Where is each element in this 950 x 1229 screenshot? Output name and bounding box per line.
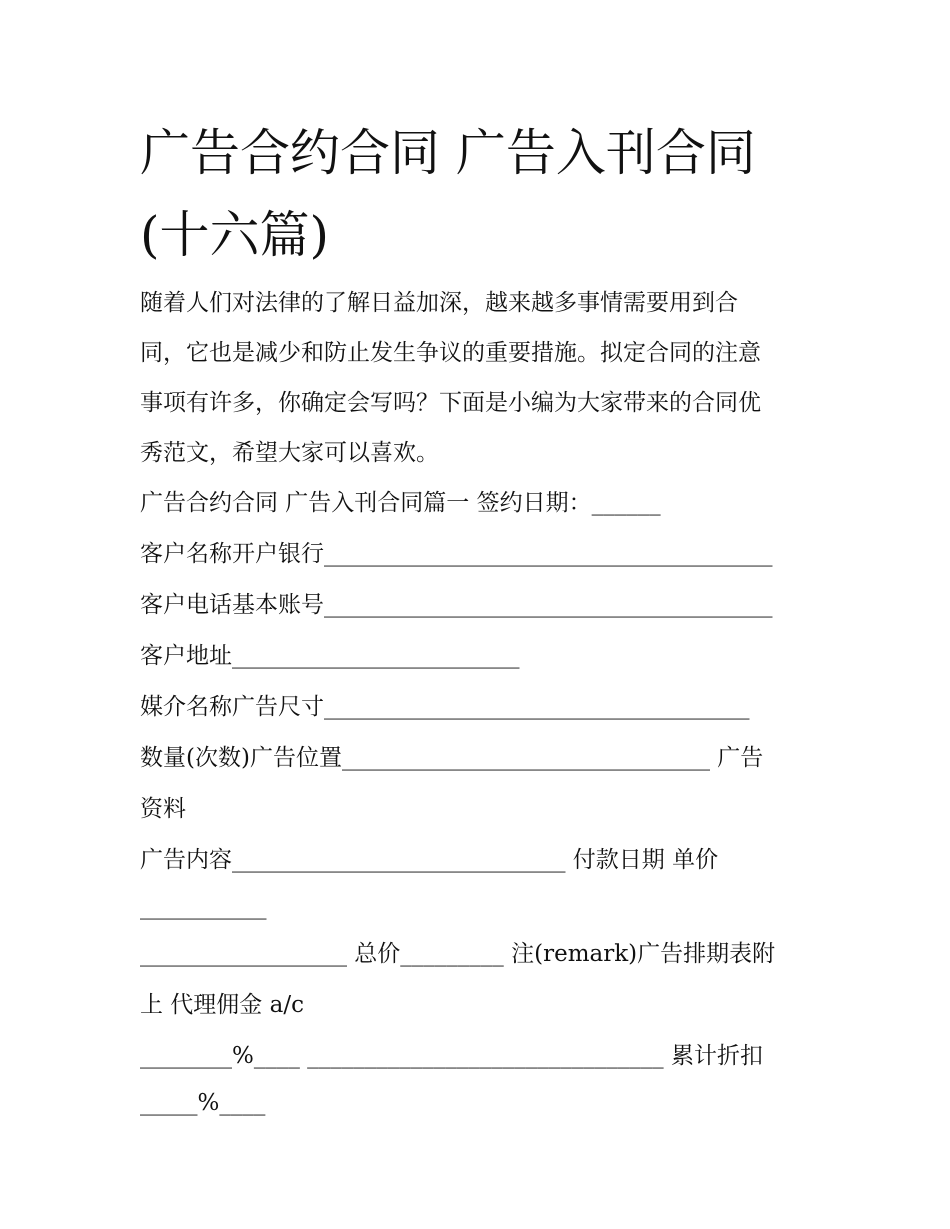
title-line-2: (十六篇) bbox=[140, 206, 330, 264]
field-client-name-bank: 客户名称开户银行_______________________________________ bbox=[140, 541, 773, 567]
contract-heading-line: 广告合约合同 广告入刊合同篇一 签约日期：______ bbox=[140, 490, 661, 516]
document-title bbox=[140, 112, 820, 276]
intro-line: 事项有许多，你确定会写吗？下面是小编为大家带来的合同优 bbox=[140, 390, 761, 416]
field-discount-percent: _____%____ bbox=[140, 1090, 266, 1116]
field-client-address: 客户地址_________________________ bbox=[140, 643, 520, 669]
field-total-price-remark: __________________ 总价_________ 注(remark)广告排期表附 bbox=[140, 941, 776, 967]
intro-line: 秀范文，希望大家可以喜欢。 bbox=[140, 440, 439, 466]
title-line-1: 广告合约合同 广告入刊合同 bbox=[140, 124, 756, 182]
field-ad-content-payment: 广告内容_____________________________ 付款日期 单价 bbox=[140, 847, 719, 873]
field-unit-price-blank: ___________ bbox=[140, 894, 267, 920]
intro-line: 同，它也是减少和防止发生争议的重要措施。拟定合同的注意 bbox=[140, 340, 761, 366]
field-client-phone-account: 客户电话基本账号_______________________________________ bbox=[140, 592, 773, 618]
field-ad-materials: 资料 bbox=[140, 796, 186, 822]
field-agency-commission: 上 代理佣金 a/c bbox=[140, 992, 304, 1018]
intro-paragraph bbox=[140, 278, 820, 478]
field-quantity-ad-position: 数量(次数)广告位置________________________________ 广告 bbox=[140, 745, 764, 771]
field-media-name-ad-size: 媒介名称广告尺寸_____________________________________ bbox=[140, 694, 750, 720]
intro-line: 随着人们对法律的了解日益加深，越来越多事情需要用到合 bbox=[140, 290, 738, 316]
field-commission-discount: ________%____ _______________________________ 累计折扣 bbox=[140, 1043, 763, 1069]
